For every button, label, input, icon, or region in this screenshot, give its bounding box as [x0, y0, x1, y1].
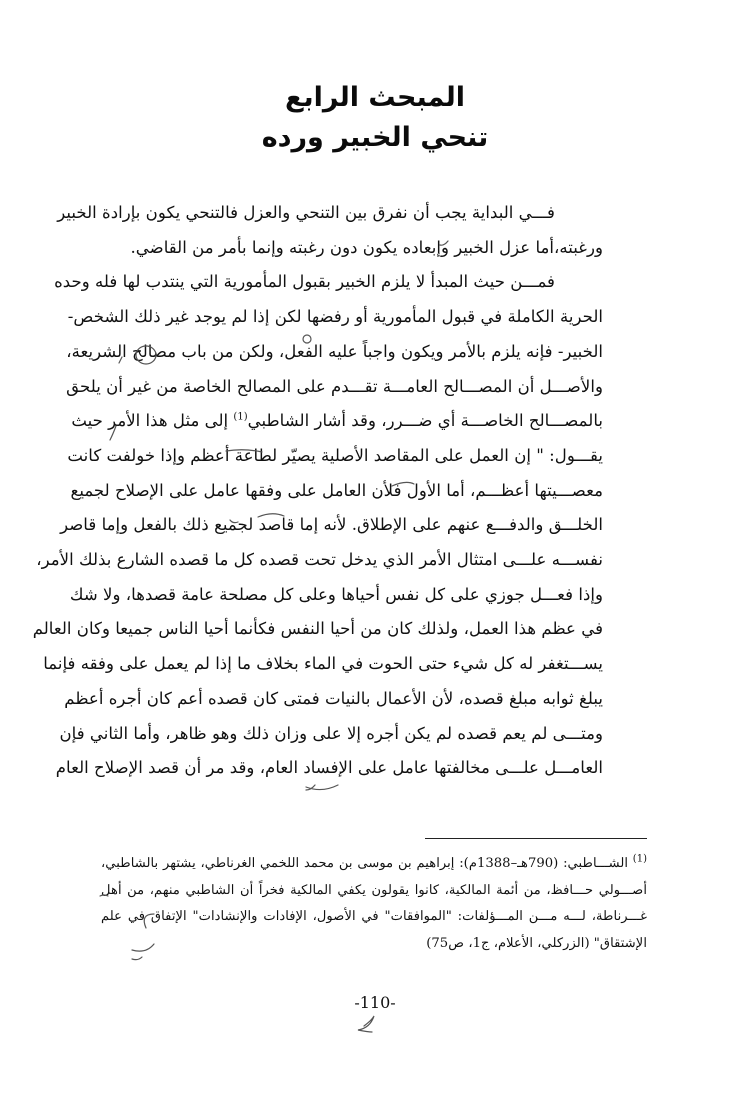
footnote-ref: (1)	[233, 411, 248, 423]
text-line: العامـــل علـــى مخالفتها عامل على الإفساد العام، وقد مر أن قصد الإصلاح العام	[55, 758, 603, 778]
text-line: وإذا فعـــل جوزي على كل نفس أحياها وعلى كل مصلحة عامة قصدها، ولا شك	[69, 584, 603, 604]
text-line: فـــي البداية يجب أن نفرق بين التنحي والعزل فالتنحي يكون بإرادة الخبير	[57, 203, 555, 222]
chapter-heading: المبحث الرابع	[285, 82, 465, 113]
text-line: الخلـــق والدفـــع عنهم على الإطلاق. لأنه إما قاصد لجميع ذلك بالفعل وإما قاصر	[60, 515, 603, 535]
text-line: الخبير- فإنه يلزم بالأمر ويكون واجباً عليه الفعل، ولكن من باب مصالح الشريعة،	[66, 341, 603, 361]
footnote-divider	[425, 838, 647, 839]
text-segment: الشـــاطبي: (790هـ–1388م): إبراهيم بن موسى بن محمد اللخمي الغرناطي، يشتهر بالشاطبي،	[101, 856, 629, 871]
pen-mark-underline	[132, 957, 142, 960]
text-line-with-footnote-ref	[71, 404, 647, 439]
text-segment: إلى مثل هذا الأمر حيث	[71, 411, 229, 431]
footnote	[101, 851, 647, 957]
text-line: في عظم هذا العمل، ولذلك كان من أحيا النفس فكأنما أحيا الناس جميعا وكان العالم	[32, 619, 603, 639]
paragraph-1	[57, 196, 647, 265]
section-title: تنحي الخبير ورده	[261, 122, 489, 153]
footnote-line: الإشتقاق" (الزركلي، الأعلام، ج1، ص75)	[426, 935, 647, 951]
footnote-line: أصـــولي حـــافظ، من أئمة المالكية، كانوا يقولون يكفي المالكية فخراً أن الشاطبي منهم، من أهل	[101, 882, 647, 898]
page-number: -110-	[354, 993, 396, 1012]
text-line: الحرية الكاملة في قبول المأمورية أو رفضها لكن إذا لم يوجد غير ذلك الشخص-	[67, 307, 603, 327]
footnote-line	[101, 851, 647, 878]
text-line: يســـتغفر له كل شيء حتى الحوت في الماء بخلاف ما إذا لم يعمل على وفقه فإنما	[43, 654, 603, 674]
body-text	[32, 196, 647, 786]
paragraph-2	[32, 265, 647, 786]
text-line: فمـــن حيث المبدأ لا يلزم الخبير بقبول المأمورية التي ينتدب لها فله وحده	[54, 272, 555, 292]
text-line: ومتـــى لم يعم قصده لم يكن أجره إلا على وزان ذلك وهو ظاهر، وأما الثاني فإن	[59, 723, 603, 743]
text-line: يقـــول: " إن العمل على المقاصد الأصلية يصيّر لطاعة أعظم وإذا خولفت كانت	[67, 445, 603, 465]
footnote-marker: (1)	[632, 853, 647, 865]
footnote-line: غـــرناطة، لـــه مـــن المـــؤلفات: "الموافقات" في الأصول، الإفادات والإنشادات" الإتفاق في علم	[101, 909, 647, 925]
pen-mark-curl	[358, 1016, 374, 1032]
text-line: والأصـــل أن المصـــالح العامـــة تقـــدم على المصالح الخاصة من غير أن يلحق	[66, 376, 603, 396]
text-line: يبلغ ثوابه مبلغ قصده، لأن الأعمال بالنيات فمتى كان قصده أعم كان أجره أعظم	[64, 688, 603, 708]
text-line: نفســـه علـــى امتثال الأمر الذي يدخل تحت قصده كل ما قصده الشارع بذلك الأمر،	[36, 550, 603, 570]
text-line: معصـــيتها أعظـــم، أما الأول فلأن العامل على وفقها عامل على الإصلاح لجميع	[70, 480, 603, 500]
text-segment: بالمصـــالح الخاصـــة أي ضـــرر، وقد أشار الشاطبي	[247, 411, 603, 431]
text-line: ورغبته،أما عزل الخبير وإبعاده يكون دون رغبته وإنما بأمر من القاضي.	[130, 237, 603, 257]
